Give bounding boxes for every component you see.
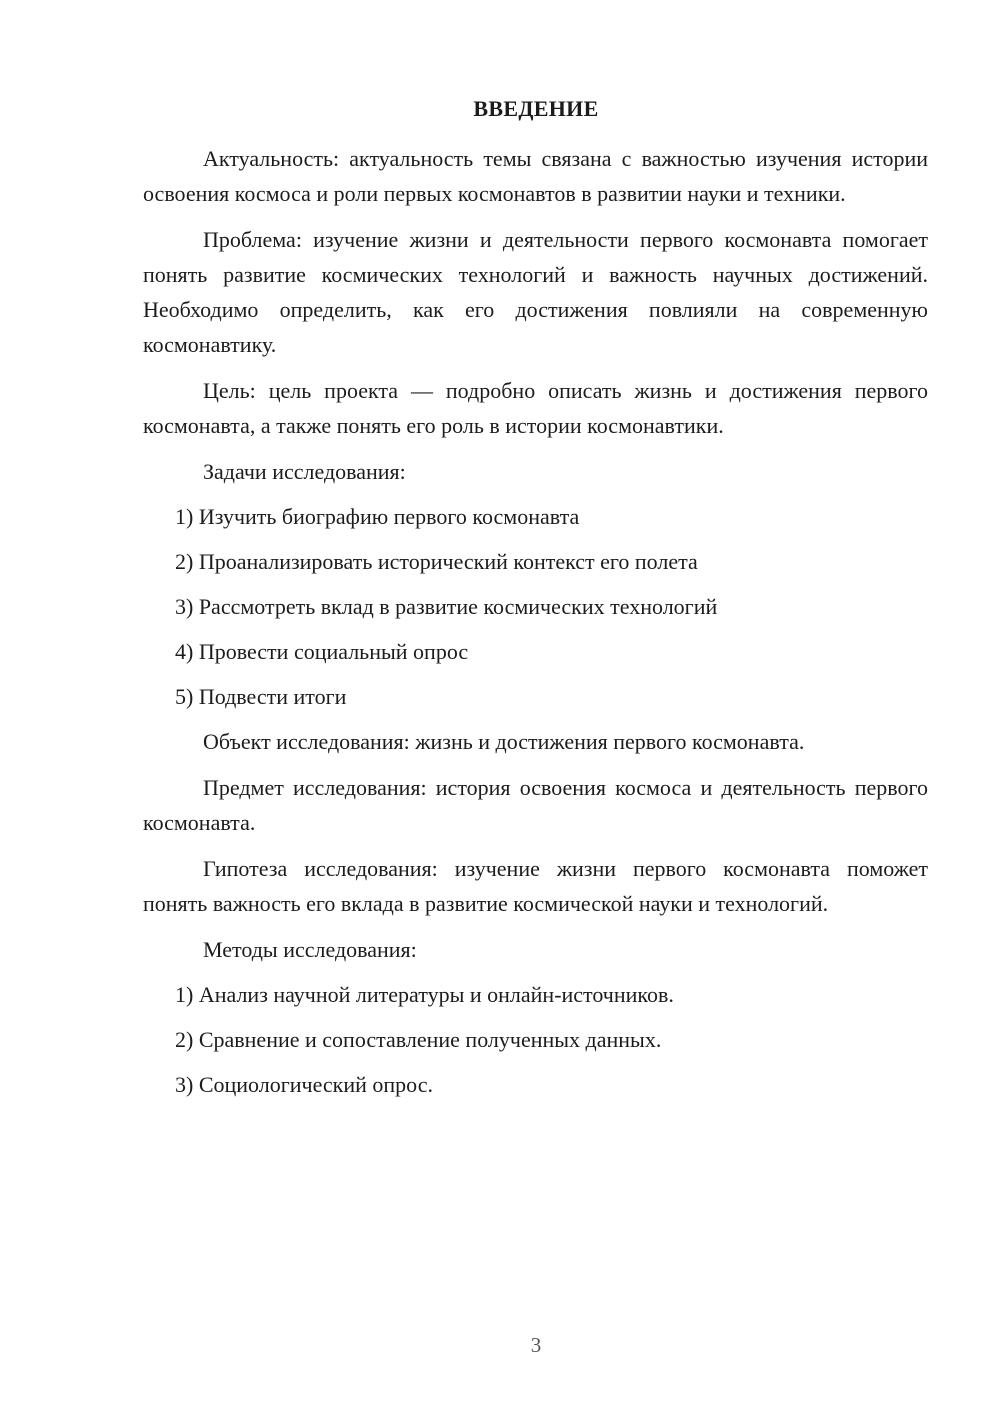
paragraph-problem: Проблема: изучение жизни и деятельности первого космонавта помогает понять развитие космических технологий и важность научных достижений. Необходимо определить, как его достижения повлияли на современную космонавтику. [143,227,928,357]
methods-heading: Методы исследования: [203,937,417,962]
task-item: 2) Проанализировать исторический контекст его полета [175,549,698,574]
body-text [143,141,928,1102]
task-item: 4) Провести социальный опрос [175,639,469,664]
task-item: 3) Рассмотреть вклад в развитие космических технологий [175,594,718,619]
page-number: 3 [530,1333,542,1357]
method-item: 3) Социологический опрос. [175,1072,433,1097]
paragraph-relevance: Актуальность: актуальность темы связана с важностью изучения истории освоения космоса и роли первых космонавтов в развитии науки и техники. [143,146,928,206]
paragraph-goal: Цель: цель проекта — подробно описать жизнь и достижения первого космонавта, а также понять его роль в истории космонавтики. [143,378,928,438]
paragraph-hypothesis: Гипотеза исследования: изучение жизни первого космонавта поможет понять важность его вклада в развитие космической науки и технологий. [143,856,928,916]
task-item: 5) Подвести итоги [175,684,347,709]
paragraph-object: Объект исследования: жизнь и достижения первого космонавта. [203,729,805,754]
paragraph-subject: Предмет исследования: история освоения космоса и деятельность первого космонавта. [143,775,928,835]
task-item: 1) Изучить биографию первого космонавта [175,504,580,529]
tasks-heading: Задачи исследования: [203,459,406,484]
method-item: 1) Анализ научной литературы и онлайн-источников. [175,982,674,1007]
page-title: ВВЕДЕНИЕ [473,96,599,121]
method-item: 2) Сравнение и сопоставление полученных данных. [175,1027,662,1052]
